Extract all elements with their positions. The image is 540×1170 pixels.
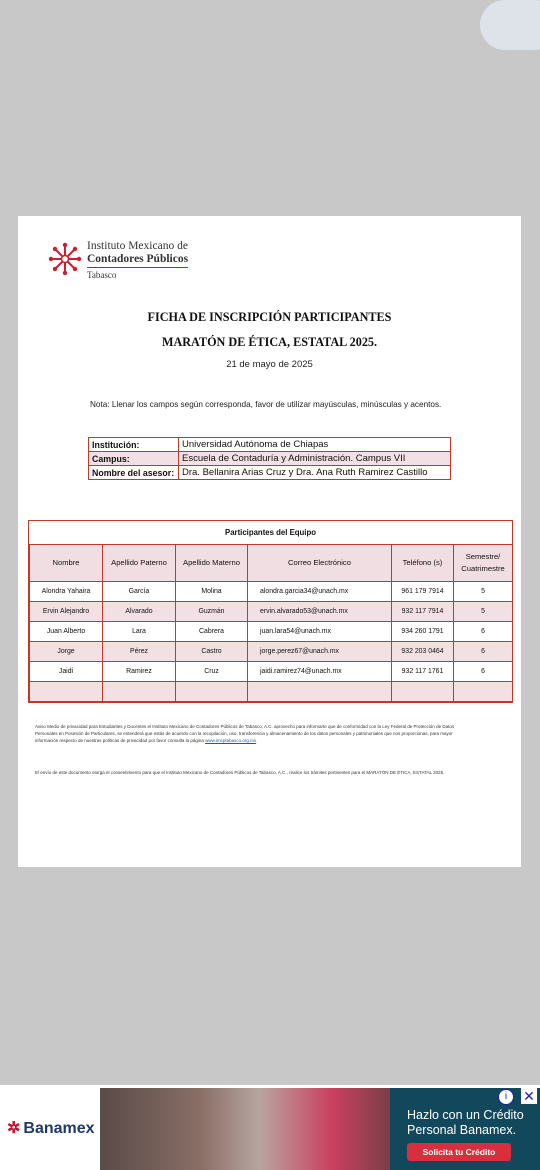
cell-semestre: 6: [454, 662, 513, 682]
banamex-brand: Banamex: [23, 1120, 95, 1137]
consent-notice: El envío de este documento otorga el consentimiento para que el Instituto Mexicano de Contadores Públicos de Tabasco, A.C., realice los trámites pertinentes para el MARATÓN DE ÉTICA, ESTATAL 2025.: [35, 770, 445, 775]
privacy-notice: [35, 723, 455, 744]
cell-correo: jorge.perez67@unach.mx: [248, 642, 392, 662]
participants-table: [29, 545, 513, 702]
institution-label: Institución:: [89, 438, 179, 452]
ad-cta-button[interactable]: Solicita tu Crédito: [407, 1143, 511, 1161]
team-participants-section: [28, 520, 513, 703]
cell-correo: jaidi.ramirez74@unach.mx: [248, 662, 392, 682]
campus-value: Escuela de Contaduría y Administración. Campus VII: [179, 452, 451, 466]
org-name: [87, 240, 188, 281]
banner-ad[interactable]: [0, 1085, 540, 1170]
event-title: MARATÓN DE ÉTICA, ESTATAL 2025.: [161, 335, 378, 349]
cell-semestre: 6: [454, 622, 513, 642]
privacy-notice-text: Aviso Medio de privacidad para Estudiantes y Docentes el Instituto Mexicano de Contadores Públicos de Tabasco, A.C. aprovecho para informarte que de conformidad con la Ley Federal de Protección de Datos Personales en Posesión de Particulares, se entenderá que estás de acuerdo con la recopilación, uso, transferencia y almacenamiento de los datos personales y patrimoniales que nos proporcionas, para mayor información respecto de nuestras políticas de privacidad por favor consulta la página: [35, 724, 455, 743]
cell-correo: [248, 682, 392, 702]
imcp-logo-icon: [48, 242, 82, 276]
table-row: [30, 622, 513, 642]
table-row: [30, 662, 513, 682]
col-header-apellido-paterno: Apellido Paterno: [103, 545, 176, 582]
banamex-logo: [7, 1118, 95, 1138]
cell-apellido-materno: Cruz: [176, 662, 248, 682]
cell-semestre: [454, 682, 513, 702]
table-row-empty: [30, 682, 513, 702]
table-row: [30, 582, 513, 602]
note-text: Nota: Llenar los campos según corresponda, favor de utilizar mayúsculas, minúsculas y acentos.: [90, 400, 442, 409]
ad-line2: Personal Banamex.: [407, 1123, 517, 1137]
cell-telefono: 932 117 1761: [392, 662, 454, 682]
cell-telefono: 934 260 1791: [392, 622, 454, 642]
cell-apellido-paterno: Ramirez: [103, 662, 176, 682]
col-header-nombre: Nombre: [30, 545, 103, 582]
form-title: FICHA DE INSCRIPCIÓN PARTICIPANTES: [147, 310, 392, 324]
cell-apellido-paterno: [103, 682, 176, 702]
ad-close-icon[interactable]: ✕: [521, 1088, 537, 1104]
cell-apellido-materno: Cabrera: [176, 622, 248, 642]
cell-semestre: 6: [454, 642, 513, 662]
institution-info-table: [88, 437, 451, 480]
table-header-row: [30, 545, 513, 582]
table-row: [30, 642, 513, 662]
cell-telefono: 961 179 7914: [392, 582, 454, 602]
col-header-correo: Correo Electrónico: [248, 545, 392, 582]
org-line2: Contadores Públicos: [87, 253, 188, 268]
col-header-apellido-materno: Apellido Materno: [176, 545, 248, 582]
cell-apellido-materno: Molina: [176, 582, 248, 602]
cell-correo: juan.lara54@unach.mx: [248, 622, 392, 642]
cell-semestre: 5: [454, 582, 513, 602]
col-header-semestre: Semestre/ Cuatrimestre: [454, 545, 513, 582]
top-right-pill: [480, 0, 540, 50]
col-header-telefono: Teléfono (s): [392, 545, 454, 582]
cell-nombre: [30, 682, 103, 702]
event-date: 21 de mayo de 2025: [226, 359, 313, 370]
table-row: [30, 602, 513, 622]
campus-label: Campus:: [89, 452, 179, 466]
institution-value: Universidad Autónoma de Chiapas: [179, 438, 451, 452]
advisor-label: Nombre del asesor:: [89, 466, 179, 480]
cell-correo: alondra.garcia34@unach.mx: [248, 582, 392, 602]
cell-nombre: Jorge: [30, 642, 103, 662]
cell-nombre: Alondra Yahaira: [30, 582, 103, 602]
advisor-value: Dra. Bellanira Arias Cruz y Dra. Ana Ruth Ramirez Castillo: [179, 466, 451, 480]
cell-apellido-materno: Castro: [176, 642, 248, 662]
cell-telefono: [392, 682, 454, 702]
cell-telefono: 932 117 7914: [392, 602, 454, 622]
cell-nombre: Ervin Alejandro: [30, 602, 103, 622]
cell-apellido-paterno: García: [103, 582, 176, 602]
banamex-logo-icon: ✲: [7, 1120, 21, 1137]
cell-nombre: Jaidi: [30, 662, 103, 682]
org-line1: Instituto Mexicano de: [87, 240, 188, 252]
cell-correo: ervin.alvarado53@unach.mx: [248, 602, 392, 622]
cell-apellido-paterno: Lara: [103, 622, 176, 642]
cell-apellido-materno: Guzmán: [176, 602, 248, 622]
ad-photo: [100, 1088, 390, 1170]
cell-nombre: Juan Alberto: [30, 622, 103, 642]
ad-line1: Hazlo con un Crédito: [407, 1108, 524, 1122]
ad-headline: [407, 1108, 524, 1138]
cell-semestre: 5: [454, 602, 513, 622]
cell-telefono: 932 203 0464: [392, 642, 454, 662]
ad-message-panel: [390, 1088, 540, 1170]
team-title: Participantes del Equipo: [29, 521, 512, 545]
ad-info-icon[interactable]: i: [498, 1089, 514, 1105]
privacy-link[interactable]: www.imcptabasco.org.mx: [205, 738, 257, 743]
cell-apellido-materno: [176, 682, 248, 702]
org-line3: Tabasco: [87, 270, 117, 280]
document-page: [18, 216, 521, 867]
cell-apellido-paterno: Pérez: [103, 642, 176, 662]
cell-apellido-paterno: Alvarado: [103, 602, 176, 622]
